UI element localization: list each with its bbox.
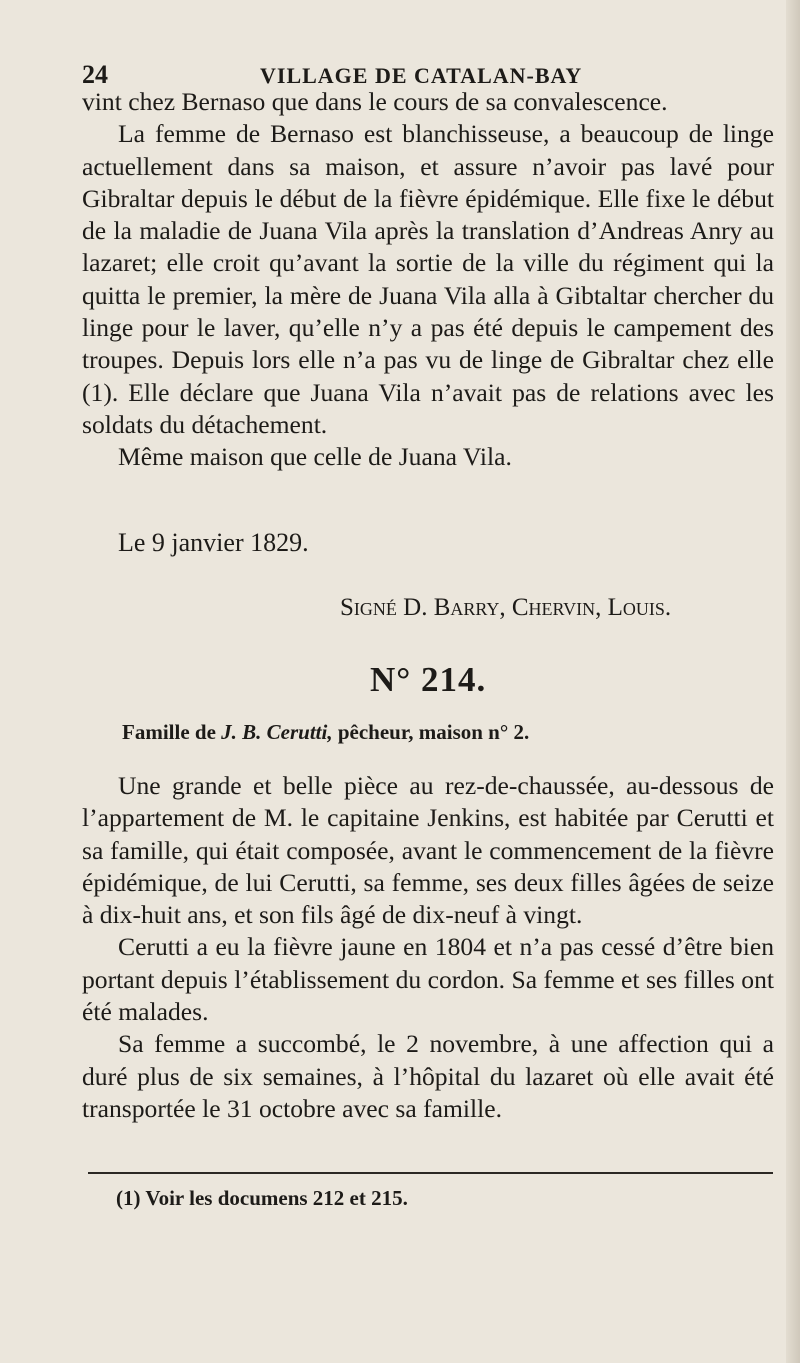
paragraph: Une grande et belle pièce au rez-de-chaussée, au-dessous de l’appartement de M. le capitaine Jenkins, est habitée par Cerutti et sa famille, qui était composée, avant le commencement de la fièvre épidémique, de lui Cerutti, sa femme, ses deux filles âgées de seize à dix-huit ans, et son fils âgé de dix-neuf à vingt.: [82, 771, 774, 930]
signature-line: Signé D. Barry, Chervin, Louis.: [340, 594, 672, 621]
continued-line: vint chez Bernaso que dans le cours de sa convalescence.: [82, 87, 668, 116]
paragraph: Même maison que celle de Juana Vila.: [118, 442, 512, 472]
date-line: Le 9 janvier 1829.: [118, 528, 309, 557]
footnote: (1) Voir les documens 212 et 215.: [116, 1186, 408, 1210]
text-block-2: [82, 770, 774, 1125]
page-number: 24: [82, 60, 108, 89]
paragraph: La femme de Bernaso est blanchisseuse, a beaucoup de linge actuellement dans sa maison, et assure n’avoir pas lavé pour Gibraltar depuis le début de la fièvre épidémique. Elle fixe le début de la maladie de Juana Vila après la translation d’Andreas Anry au lazaret; elle croit qu’avant la sortie de la ville du régiment qui la quitta le premier, la mère de Juana Vila alla à Gibtaltar chercher du linge pour le laver, qu’elle n’y a pas été depuis le campement des troupes. Depuis lors elle n’a pas vu de linge de Gibraltar chez elle (1). Elle déclare que Juana Vila n’avait pas de relations avec les soldats du détachement.: [82, 119, 774, 439]
paragraph: Sa femme a succombé, le 2 novembre, à une affection qui a duré plus de six semaines, à l’hôpital du lazaret où elle avait été transportée le 31 octobre avec sa famille.: [82, 1029, 774, 1123]
footnote-divider: [88, 1172, 773, 1174]
subtitle-prefix: Famille de: [122, 720, 222, 744]
page-edge: [786, 0, 800, 1363]
document-subtitle: [122, 720, 529, 745]
paragraph: Cerutti a eu la fièvre jaune en 1804 et n’a pas cessé d’être bien portant depuis l’établissement du cordon. Sa femme et ses filles ont été malades.: [82, 932, 774, 1027]
subtitle-suffix: pêcheur, maison n° 2.: [332, 720, 530, 744]
document-number: N° 214.: [370, 660, 487, 699]
running-head: VILLAGE DE CATALAN-BAY: [260, 63, 583, 88]
subtitle-name: J. B. Cerutti,: [221, 720, 333, 744]
text-block-1: [82, 86, 774, 474]
